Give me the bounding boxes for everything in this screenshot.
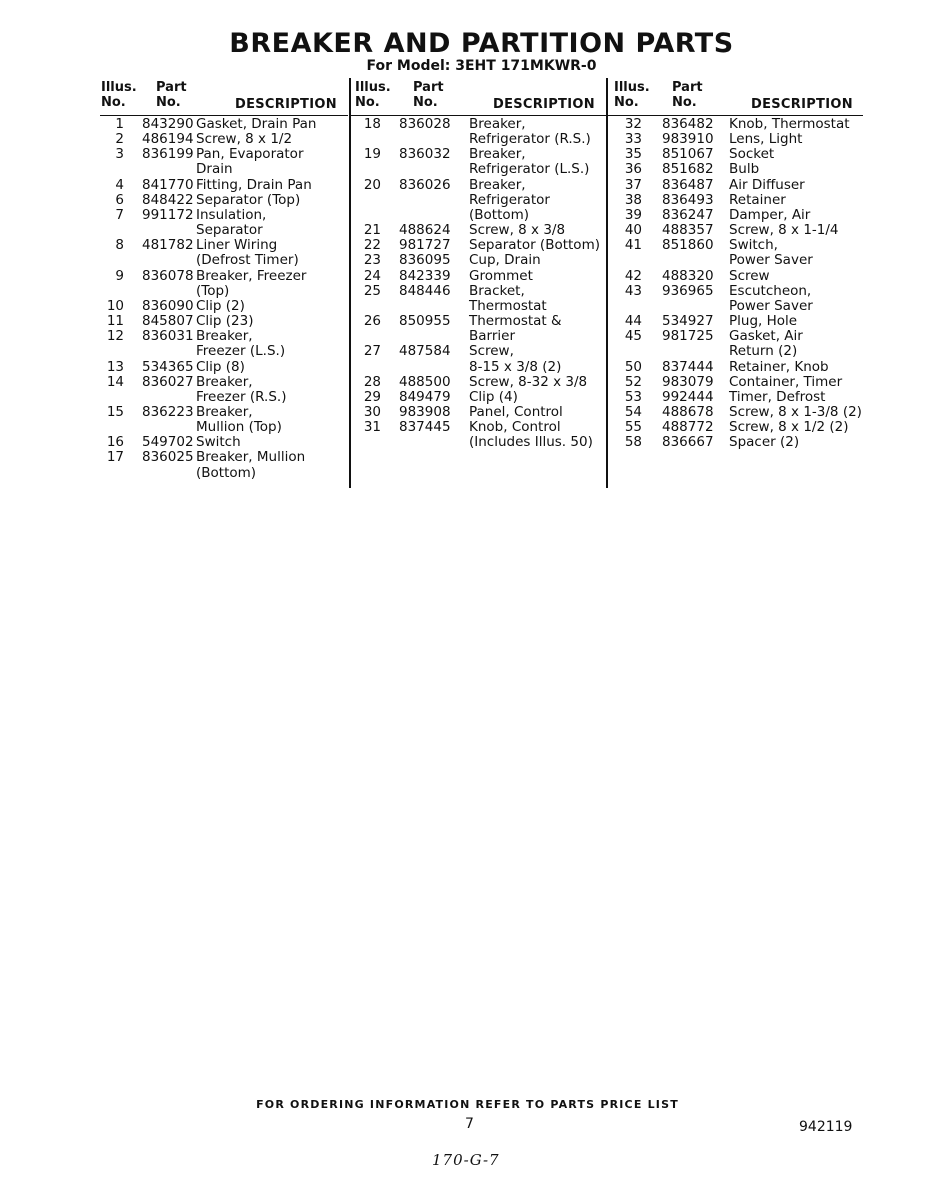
illus-number: 26 bbox=[363, 313, 381, 330]
description-line: Switch, bbox=[729, 237, 778, 254]
illus-number: 53 bbox=[624, 388, 642, 405]
parts-row bbox=[608, 193, 863, 208]
description-line: Spacer (2) bbox=[729, 434, 800, 451]
part-description bbox=[192, 329, 348, 359]
part-description bbox=[192, 132, 348, 147]
description-line: Screw, bbox=[469, 343, 514, 360]
part-description bbox=[469, 344, 606, 374]
part-number: 981725 bbox=[662, 328, 714, 345]
part-number: 983908 bbox=[399, 403, 451, 420]
illus-number: 45 bbox=[624, 328, 642, 345]
description-line: Breaker, bbox=[469, 176, 526, 193]
parts-row bbox=[351, 117, 606, 147]
part-description bbox=[728, 193, 863, 208]
description-line: Gasket, Drain Pan bbox=[196, 116, 317, 132]
description-line: Screw bbox=[729, 267, 770, 284]
illus-number: 17 bbox=[106, 449, 124, 466]
description-line: Screw, 8-32 x 3/8 bbox=[469, 373, 588, 390]
part-description bbox=[728, 329, 863, 359]
illus-number: 37 bbox=[624, 176, 642, 193]
parts-row bbox=[608, 132, 863, 147]
part-description bbox=[728, 375, 863, 390]
part-number: 849479 bbox=[399, 388, 451, 405]
description-line: Bracket, bbox=[469, 282, 525, 299]
description-line: Refrigerator (R.S.) bbox=[469, 131, 591, 148]
description-line: Cup, Drain bbox=[469, 252, 541, 269]
illus-number: 8 bbox=[115, 237, 124, 254]
part-description bbox=[469, 117, 606, 147]
part-number: 534927 bbox=[662, 313, 714, 330]
part-number: 992444 bbox=[662, 388, 714, 405]
part-number: 991172 bbox=[142, 206, 194, 223]
parts-row bbox=[100, 117, 348, 132]
illus-number: 22 bbox=[363, 237, 381, 254]
description-line: Escutcheon, bbox=[729, 282, 812, 299]
page-title: BREAKER AND PARTITION PARTS bbox=[229, 28, 734, 59]
handwritten-note: 170-G-7 bbox=[432, 1151, 500, 1169]
parts-row bbox=[351, 238, 606, 253]
part-number: 836090 bbox=[142, 297, 194, 314]
description-line: Screw, 8 x 1/2 (2) bbox=[729, 419, 849, 436]
part-description bbox=[728, 390, 863, 405]
description-line: Separator (Bottom) bbox=[469, 237, 600, 254]
part-description bbox=[728, 132, 863, 147]
illus-number: 19 bbox=[363, 146, 381, 163]
description-line: Clip (4) bbox=[469, 388, 518, 405]
illus-number: 25 bbox=[363, 282, 381, 299]
parts-row bbox=[608, 314, 863, 329]
parts-row bbox=[608, 117, 863, 132]
description-line: Screw, 8 x 3/8 bbox=[469, 222, 566, 239]
illus-number: 21 bbox=[363, 222, 381, 239]
parts-row bbox=[100, 147, 348, 177]
part-number: 851682 bbox=[662, 161, 714, 178]
model-subtitle: For Model: 3EHT 171MKWR-0 bbox=[366, 58, 597, 74]
parts-row bbox=[608, 238, 863, 268]
description-line: Damper, Air bbox=[729, 206, 811, 223]
description-line: Separator (Top) bbox=[196, 191, 301, 208]
description-line: Breaker, bbox=[469, 116, 526, 132]
description-line: Thermostat & bbox=[469, 313, 562, 330]
part-number: 836487 bbox=[662, 176, 714, 193]
parts-row bbox=[351, 178, 606, 223]
description-line: Timer, Defrost bbox=[729, 388, 826, 405]
description-line: Freezer (L.S.) bbox=[196, 343, 286, 360]
parts-list bbox=[608, 116, 863, 450]
illus-number: 20 bbox=[363, 176, 381, 193]
parts-row bbox=[351, 314, 606, 344]
document-number: 942119 bbox=[799, 1119, 853, 1135]
illus-number: 36 bbox=[624, 161, 642, 178]
part-number: 836095 bbox=[399, 252, 451, 269]
illus-number: 28 bbox=[363, 373, 381, 390]
description-line: Refrigerator (L.S.) bbox=[469, 161, 590, 178]
description-line: Fitting, Drain Pan bbox=[196, 176, 312, 193]
parts-row bbox=[351, 223, 606, 238]
description-line: Clip (2) bbox=[196, 297, 245, 314]
parts-row bbox=[608, 178, 863, 193]
part-description bbox=[192, 435, 348, 450]
illus-number: 44 bbox=[624, 313, 642, 330]
part-number: 488678 bbox=[662, 403, 714, 420]
description-line: Breaker, Mullion bbox=[196, 449, 306, 466]
illus-number: 16 bbox=[106, 434, 124, 451]
illus-number: 41 bbox=[624, 237, 642, 254]
parts-row bbox=[351, 405, 606, 420]
part-number: 836078 bbox=[142, 267, 194, 284]
description-line: Screw, 8 x 1/2 bbox=[196, 131, 293, 148]
part-description bbox=[192, 117, 348, 132]
part-description bbox=[192, 450, 348, 480]
part-number: 837444 bbox=[662, 358, 714, 375]
ordering-note: FOR ORDERING INFORMATION REFER TO PARTS PRICE LIST bbox=[256, 1098, 679, 1111]
parts-row bbox=[100, 132, 348, 147]
description-line: Lens, Light bbox=[729, 131, 803, 148]
parts-row bbox=[608, 375, 863, 390]
illus-number: 7 bbox=[115, 206, 124, 223]
description-line: Refrigerator bbox=[469, 191, 550, 208]
part-number: 488320 bbox=[662, 267, 714, 284]
parts-list bbox=[100, 116, 348, 481]
illus-number: 27 bbox=[363, 343, 381, 360]
parts-row bbox=[608, 360, 863, 375]
part-description bbox=[469, 269, 606, 284]
illus-number: 1 bbox=[115, 116, 124, 132]
description-line: Clip (23) bbox=[196, 313, 254, 330]
illus-number: 23 bbox=[363, 252, 381, 269]
part-number: 848422 bbox=[142, 191, 194, 208]
part-number: 488357 bbox=[662, 222, 714, 239]
part-number: 851860 bbox=[662, 237, 714, 254]
parts-row bbox=[608, 390, 863, 405]
illus-number: 15 bbox=[106, 403, 124, 420]
part-number: 845807 bbox=[142, 313, 194, 330]
parts-row bbox=[100, 238, 348, 268]
parts-row bbox=[608, 420, 863, 435]
part-description bbox=[192, 193, 348, 208]
parts-row bbox=[351, 284, 606, 314]
part-description bbox=[469, 284, 606, 314]
illus-header: Illus. No. bbox=[355, 80, 391, 110]
part-number: 488500 bbox=[399, 373, 451, 390]
part-number: 848446 bbox=[399, 282, 451, 299]
part-description bbox=[728, 435, 863, 450]
parts-row bbox=[100, 329, 348, 359]
part-number: 981727 bbox=[399, 237, 451, 254]
description-line: Panel, Control bbox=[469, 403, 563, 420]
description-line: Screw, 8 x 1-1/4 bbox=[729, 222, 839, 239]
description-line: Knob, Thermostat bbox=[729, 116, 850, 132]
illus-number: 31 bbox=[363, 419, 381, 436]
description-line: Thermostat bbox=[469, 297, 547, 314]
part-number: 837445 bbox=[399, 419, 451, 436]
description-line: Knob, Control bbox=[469, 419, 561, 436]
parts-row bbox=[351, 344, 606, 374]
illus-number: 24 bbox=[363, 267, 381, 284]
part-description bbox=[728, 420, 863, 435]
illus-number: 55 bbox=[624, 419, 642, 436]
illus-number: 2 bbox=[115, 131, 124, 148]
part-description bbox=[192, 314, 348, 329]
part-description bbox=[192, 360, 348, 375]
description-line: Grommet bbox=[469, 267, 533, 284]
part-description bbox=[192, 405, 348, 435]
illus-number: 32 bbox=[624, 116, 642, 132]
column-header bbox=[351, 78, 606, 116]
part-number: 983910 bbox=[662, 131, 714, 148]
illus-number: 58 bbox=[624, 434, 642, 451]
description-line: Freezer (R.S.) bbox=[196, 388, 287, 405]
description-line: (Defrost Timer) bbox=[196, 252, 299, 269]
part-number: 836482 bbox=[662, 116, 714, 132]
part-description bbox=[728, 284, 863, 314]
part-description bbox=[728, 162, 863, 177]
illus-number: 52 bbox=[624, 373, 642, 390]
part-description bbox=[469, 314, 606, 344]
parts-row bbox=[100, 208, 348, 238]
description-line: Clip (8) bbox=[196, 358, 245, 375]
parts-row bbox=[608, 269, 863, 284]
illus-number: 11 bbox=[106, 313, 124, 330]
part-number: 487584 bbox=[399, 343, 451, 360]
description-line: Retainer, Knob bbox=[729, 358, 829, 375]
description-line: Bulb bbox=[729, 161, 760, 178]
part-number: 836667 bbox=[662, 434, 714, 451]
description-line: Switch bbox=[196, 434, 241, 451]
parts-row bbox=[100, 435, 348, 450]
part-description bbox=[728, 269, 863, 284]
description-line: 8-15 x 3/8 (2) bbox=[469, 358, 562, 375]
parts-column-2 bbox=[349, 78, 606, 488]
part-description bbox=[728, 208, 863, 223]
parts-row bbox=[100, 375, 348, 405]
illus-number: 54 bbox=[624, 403, 642, 420]
description-line: Breaker, bbox=[469, 146, 526, 163]
description-header: DESCRIPTION bbox=[751, 97, 853, 112]
page-number: 7 bbox=[465, 1116, 474, 1132]
illus-number: 40 bbox=[624, 222, 642, 239]
part-description bbox=[469, 178, 606, 223]
part-description bbox=[469, 253, 606, 268]
part-number: 836031 bbox=[142, 328, 194, 345]
parts-row bbox=[100, 450, 348, 480]
part-number: 488772 bbox=[662, 419, 714, 436]
part-description bbox=[469, 223, 606, 238]
illus-number: 39 bbox=[624, 206, 642, 223]
part-number: 936965 bbox=[662, 282, 714, 299]
part-description bbox=[728, 238, 863, 268]
description-line: Insulation, bbox=[196, 206, 267, 223]
parts-row bbox=[100, 193, 348, 208]
part-number: 836028 bbox=[399, 116, 451, 132]
parts-column-1 bbox=[100, 78, 348, 488]
description-line: Socket bbox=[729, 146, 775, 163]
description-line: Power Saver bbox=[729, 297, 813, 314]
illus-number: 43 bbox=[624, 282, 642, 299]
part-description bbox=[469, 420, 606, 450]
description-header: DESCRIPTION bbox=[235, 97, 337, 112]
part-description bbox=[469, 147, 606, 177]
part-description bbox=[469, 238, 606, 253]
illus-number: 35 bbox=[624, 146, 642, 163]
part-number: 851067 bbox=[662, 146, 714, 163]
part-description bbox=[728, 223, 863, 238]
illus-header: Illus. No. bbox=[101, 80, 137, 110]
description-line: Gasket, Air bbox=[729, 328, 803, 345]
description-line: (Bottom) bbox=[196, 464, 257, 481]
parts-row bbox=[351, 420, 606, 450]
description-line: Liner Wiring bbox=[196, 237, 278, 254]
part-description bbox=[469, 390, 606, 405]
part-description bbox=[192, 269, 348, 299]
part-number: 836026 bbox=[399, 176, 451, 193]
part-number: 842339 bbox=[399, 267, 451, 284]
part-number: 836032 bbox=[399, 146, 451, 163]
illus-number: 13 bbox=[106, 358, 124, 375]
part-number: 843290 bbox=[142, 116, 194, 132]
illus-number: 50 bbox=[624, 358, 642, 375]
parts-row bbox=[351, 147, 606, 177]
illus-number: 38 bbox=[624, 191, 642, 208]
part-description bbox=[728, 147, 863, 162]
illus-number: 18 bbox=[363, 116, 381, 132]
description-line: Air Diffuser bbox=[729, 176, 805, 193]
parts-row bbox=[351, 253, 606, 268]
part-number: 486194 bbox=[142, 131, 194, 148]
parts-row bbox=[608, 223, 863, 238]
part-description bbox=[469, 405, 606, 420]
illus-number: 30 bbox=[363, 403, 381, 420]
part-description bbox=[728, 117, 863, 132]
illus-number: 33 bbox=[624, 131, 642, 148]
part-description bbox=[728, 178, 863, 193]
description-line: Separator bbox=[196, 222, 263, 239]
illus-number: 12 bbox=[106, 328, 124, 345]
description-line: Breaker, bbox=[196, 373, 253, 390]
parts-row bbox=[608, 147, 863, 162]
part-description bbox=[728, 405, 863, 420]
part-number: 836199 bbox=[142, 146, 194, 163]
description-line: Plug, Hole bbox=[729, 313, 798, 330]
part-description bbox=[192, 375, 348, 405]
description-line: Breaker, bbox=[196, 403, 253, 420]
parts-row bbox=[351, 390, 606, 405]
description-line: Container, Timer bbox=[729, 373, 843, 390]
part-number: 983079 bbox=[662, 373, 714, 390]
illus-number: 4 bbox=[115, 176, 124, 193]
description-line: Screw, 8 x 1-3/8 (2) bbox=[729, 403, 862, 420]
description-line: Drain bbox=[196, 161, 233, 178]
description-line: Return (2) bbox=[729, 343, 798, 360]
part-description bbox=[192, 208, 348, 238]
description-line: Breaker, bbox=[196, 328, 253, 345]
parts-row bbox=[100, 269, 348, 299]
part-number: 549702 bbox=[142, 434, 194, 451]
part-number: 836027 bbox=[142, 373, 194, 390]
part-number: 534365 bbox=[142, 358, 194, 375]
description-line: Mullion (Top) bbox=[196, 419, 282, 436]
part-header: Part No. bbox=[413, 80, 444, 110]
part-header: Part No. bbox=[156, 80, 187, 110]
part-number: 850955 bbox=[399, 313, 451, 330]
parts-row bbox=[100, 314, 348, 329]
parts-row bbox=[351, 375, 606, 390]
description-line: Power Saver bbox=[729, 252, 813, 269]
column-header bbox=[100, 78, 348, 116]
description-line: Breaker, Freezer bbox=[196, 267, 307, 284]
illus-header: Illus. No. bbox=[614, 80, 650, 110]
description-header: DESCRIPTION bbox=[493, 97, 595, 112]
illus-number: 10 bbox=[106, 297, 124, 314]
part-number: 836247 bbox=[662, 206, 714, 223]
part-number: 836493 bbox=[662, 191, 714, 208]
description-line: (Top) bbox=[196, 282, 230, 299]
part-number: 488624 bbox=[399, 222, 451, 239]
parts-row bbox=[100, 405, 348, 435]
parts-row bbox=[608, 435, 863, 450]
description-line: Pan, Evaporator bbox=[196, 146, 304, 163]
part-number: 836025 bbox=[142, 449, 194, 466]
description-line: (Includes Illus. 50) bbox=[469, 434, 593, 451]
parts-row bbox=[608, 208, 863, 223]
illus-number: 42 bbox=[624, 267, 642, 284]
part-number: 481782 bbox=[142, 237, 194, 254]
part-description bbox=[469, 375, 606, 390]
part-header: Part No. bbox=[672, 80, 703, 110]
parts-column-3 bbox=[606, 78, 863, 488]
parts-row bbox=[608, 162, 863, 177]
part-description bbox=[192, 147, 348, 177]
part-number: 841770 bbox=[142, 176, 194, 193]
column-header bbox=[608, 78, 863, 116]
part-description bbox=[728, 314, 863, 329]
illus-number: 14 bbox=[106, 373, 124, 390]
part-description bbox=[192, 178, 348, 193]
parts-row bbox=[351, 269, 606, 284]
description-line: (Bottom) bbox=[469, 206, 530, 223]
parts-list bbox=[351, 116, 606, 450]
parts-row bbox=[100, 360, 348, 375]
illus-number: 3 bbox=[115, 146, 124, 163]
parts-row bbox=[608, 329, 863, 359]
description-line: Retainer bbox=[729, 191, 786, 208]
part-number: 836223 bbox=[142, 403, 194, 420]
illus-number: 29 bbox=[363, 388, 381, 405]
part-description bbox=[728, 360, 863, 375]
parts-row bbox=[608, 284, 863, 314]
parts-row bbox=[100, 299, 348, 314]
parts-row bbox=[100, 178, 348, 193]
description-line: Barrier bbox=[469, 328, 516, 345]
illus-number: 6 bbox=[115, 191, 124, 208]
part-description bbox=[192, 299, 348, 314]
illus-number: 9 bbox=[115, 267, 124, 284]
parts-row bbox=[608, 405, 863, 420]
part-description bbox=[192, 238, 348, 268]
